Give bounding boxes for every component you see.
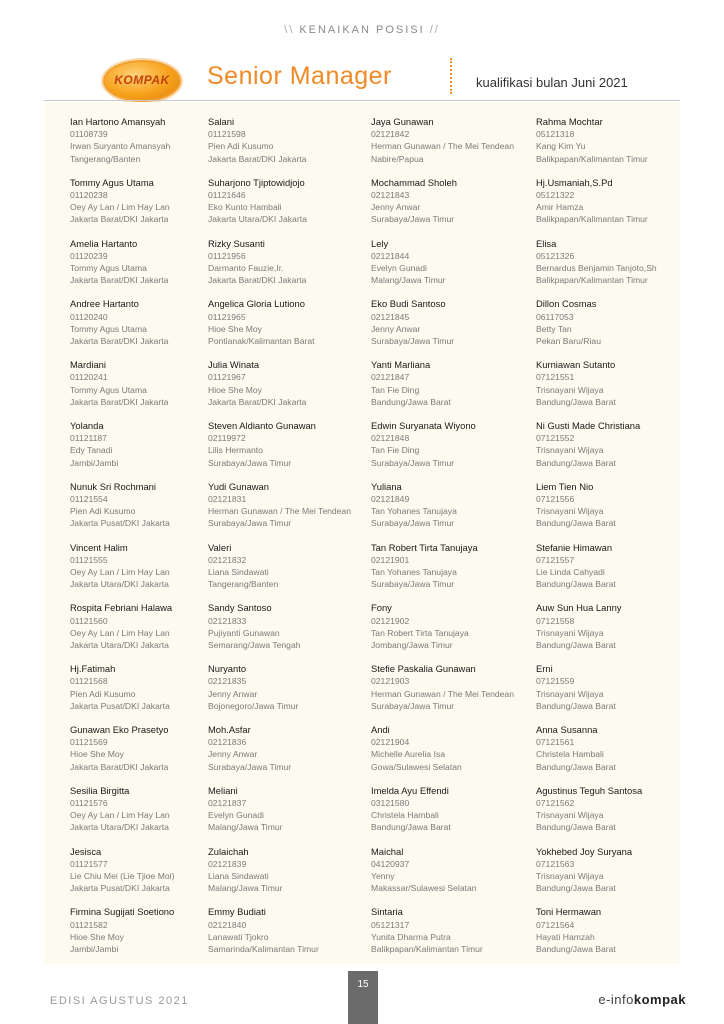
member-location: Jakarta Barat/DKI Jakarta — [70, 336, 169, 346]
member-entry — [208, 724, 368, 785]
member-sponsor: Oey Ay Lan / Lim Hay Lan — [70, 566, 170, 577]
member-entry — [536, 602, 696, 663]
member-entry — [70, 420, 230, 481]
member-sponsor: Trisnayani Wijaya — [536, 384, 604, 395]
member-location: Surabaya/Jawa Timur — [371, 518, 455, 529]
member-name: Yanti Marliana — [371, 359, 431, 371]
member-id: 02121842 — [371, 129, 410, 140]
member-location: Jakarta Utara/DKI Jakarta — [70, 639, 169, 650]
member-name: Hj.Usmaniah,S.Pd — [536, 176, 613, 188]
member-id: 01121598 — [208, 129, 246, 140]
member-id: 07121562 — [536, 797, 575, 808]
member-sponsor: Lilis Hermanto — [208, 445, 263, 456]
member-name: Liem Tien Nio — [536, 480, 594, 492]
member-sponsor: Edy Tanadi — [70, 445, 113, 456]
member-sponsor: Tan Yohanes Tanujaya — [371, 506, 457, 517]
member-entry — [371, 724, 531, 785]
member-sponsor: Yunita Dharma Putra — [371, 931, 451, 942]
member-name: Stefie Paskalia Gunawan — [371, 663, 476, 675]
member-location: Jakarta Pusat/DKI Jakarta — [70, 883, 170, 894]
member-sponsor: Kang Kim Yu — [536, 141, 586, 152]
member-sponsor: Michelle Aurelia Isa — [371, 749, 446, 760]
member-entry — [70, 663, 230, 724]
member-id: 02121840 — [208, 919, 247, 930]
member-sponsor: Lie Chiu Mei (Lie Tjioe Moi) — [70, 870, 175, 881]
member-name: Yolanda — [70, 419, 104, 431]
member-name: Mardiani — [70, 359, 106, 371]
member-id: 02121849 — [371, 493, 410, 504]
member-sponsor: Liana Sindawati — [208, 870, 269, 881]
member-location: Bandung/Jawa Barat — [536, 396, 616, 407]
member-id: 05121317 — [371, 919, 410, 930]
member-id: 02121837 — [208, 797, 247, 808]
edition-label: EDISI AGUSTUS 2021 — [50, 995, 189, 1007]
member-location: Balikpapan/Kalimantan Timur — [371, 943, 483, 954]
member-sponsor: Pujiyanti Gunawan — [208, 627, 280, 638]
member-sponsor: Jenny Anwar — [208, 688, 258, 699]
member-location: Bandung/Jawa Barat — [536, 579, 616, 590]
member-location: Balikpapan/Kalimantan Timur — [536, 153, 648, 164]
member-id: 03121580 — [371, 797, 410, 808]
member-sponsor: Tommy Agus Utama — [70, 384, 147, 395]
member-column — [208, 116, 368, 967]
member-location: Surabaya/Jawa Timur — [371, 214, 455, 225]
member-sponsor: Oey Ay Lan / Lim Hay Lan — [70, 810, 170, 821]
member-name: Imelda Ayu Effendi — [371, 784, 449, 796]
member-location: Jakarta Barat/DKI Jakarta — [208, 153, 307, 164]
member-name: Anna Susanna — [536, 723, 598, 735]
member-entry — [371, 542, 531, 603]
member-location: Bandung/Jawa Barat — [536, 518, 616, 529]
member-id: 02121845 — [371, 311, 410, 322]
member-name: Vincent Halim — [70, 541, 128, 553]
member-sponsor: Trisnayani Wijaya — [536, 810, 604, 821]
member-name: Fony — [371, 602, 392, 614]
member-sponsor: Betty Tan — [536, 323, 572, 334]
member-location: Bandung/Jawa Barat — [371, 396, 451, 407]
member-location: Malang/Jawa Timur — [371, 275, 446, 286]
member-id: 02121831 — [208, 493, 247, 504]
dotted-divider — [450, 58, 452, 94]
member-location: Malang/Jawa Timur — [208, 883, 283, 894]
member-location: Tangerang/Banten — [208, 579, 279, 590]
brand-label — [598, 992, 686, 1007]
member-sponsor: Tommy Agus Utama — [70, 263, 147, 273]
member-id: 02121901 — [371, 554, 410, 565]
member-entry — [536, 420, 696, 481]
member-id: 07121559 — [536, 676, 575, 687]
member-entry — [208, 359, 368, 420]
member-sponsor: Tan Yohanes Tanujaya — [371, 566, 457, 577]
member-entry — [371, 785, 531, 846]
member-sponsor: Trisnayani Wijaya — [536, 627, 604, 638]
member-sponsor: Tan Fie Ding — [371, 445, 420, 456]
member-sponsor: Tommy Agus Utama — [70, 323, 147, 334]
member-name: Suharjono Tjiptowidjojo — [208, 176, 305, 188]
member-id: 05121322 — [536, 190, 575, 200]
member-name: Julia Winata — [208, 359, 260, 371]
member-location: Jakarta Pusat/DKI Jakarta — [70, 518, 170, 529]
member-name: Sesilia Birgitta — [70, 784, 130, 796]
member-id: 01121965 — [208, 311, 246, 322]
member-location: Jambi/Jambi — [70, 457, 119, 468]
member-location: Balikpapan/Kalimantan Timur — [536, 275, 648, 286]
logo-text: KOMPAK — [114, 73, 170, 87]
member-location: Bandung/Jawa Barat — [536, 457, 616, 468]
member-location: Bandung/Jawa Barat — [536, 761, 616, 772]
member-sponsor: Jenny Anwar — [371, 202, 421, 213]
member-id: 01120240 — [70, 311, 108, 322]
member-name: Dillon Cosmas — [536, 298, 597, 310]
member-name: Ni Gusti Made Christiana — [536, 419, 641, 431]
member-location: Tangerang/Banten — [70, 153, 141, 164]
member-location: Surabaya/Jawa Timur — [208, 457, 292, 468]
member-location: Bandung/Jawa Barat — [536, 639, 616, 650]
member-name: Yudi Gunawan — [208, 480, 269, 492]
member-location: Jakarta Barat/DKI Jakarta — [70, 275, 169, 286]
member-id: 01121554 — [70, 493, 108, 504]
member-name: Steven Aldianto Gunawan — [208, 419, 316, 431]
member-id: 02121839 — [208, 858, 247, 869]
member-entry — [536, 846, 696, 907]
member-entry — [536, 785, 696, 846]
member-name: Edwin Suryanata Wiyono — [371, 419, 476, 431]
member-id: 01121582 — [70, 919, 108, 930]
member-location: Samarinda/Kalimantan Timur — [208, 943, 319, 954]
member-entry — [70, 238, 230, 299]
member-entry — [371, 420, 531, 481]
member-sponsor: Hayati Hamzah — [536, 931, 595, 942]
member-location: Surabaya/Jawa Timur — [371, 336, 455, 346]
member-sponsor: Hioe She Moy — [70, 749, 124, 760]
member-location: Bandung/Jawa Barat — [536, 822, 616, 833]
member-name: Erni — [536, 663, 553, 675]
member-name: Eko Budi Santoso — [371, 298, 446, 310]
member-entry — [70, 602, 230, 663]
member-entry — [208, 602, 368, 663]
member-id: 07121551 — [536, 372, 575, 383]
member-location: Jambi/Jambi — [70, 943, 119, 954]
member-id: 02121832 — [208, 554, 247, 565]
member-entry — [536, 116, 696, 177]
member-id: 02119972 — [208, 433, 246, 444]
member-id: 02121835 — [208, 676, 247, 687]
page-title: Senior Manager — [207, 62, 392, 90]
member-location: Surabaya/Jawa Timur — [371, 700, 455, 711]
member-sponsor: Liana Sindawati — [208, 566, 269, 577]
member-location: Nabire/Papua — [371, 153, 424, 164]
member-location: Bandung/Jawa Barat — [371, 822, 451, 833]
member-id: 07121556 — [536, 493, 575, 504]
member-entry — [70, 177, 230, 238]
member-sponsor: Darmanto Fauzie,Ir. — [208, 263, 284, 273]
member-sponsor: Lanawati Tjokro — [208, 931, 269, 942]
member-name: Kurniawan Sutanto — [536, 359, 616, 371]
member-entry — [208, 177, 368, 238]
member-entry — [536, 177, 696, 238]
member-location: Jakarta Pusat/DKI Jakarta — [70, 700, 170, 711]
member-id: 01121187 — [70, 433, 107, 444]
member-name: Andi — [371, 723, 390, 735]
member-entry — [70, 724, 230, 785]
member-name: Nunuk Sri Rochmani — [70, 480, 156, 492]
member-sponsor: Christela Hambali — [371, 810, 439, 821]
member-column — [371, 116, 531, 967]
member-sponsor: Hioe She Moy — [70, 931, 124, 942]
member-sponsor: Jenny Anwar — [371, 323, 421, 334]
member-name: Amelia Hartanto — [70, 237, 138, 249]
member-entry — [371, 481, 531, 542]
brand-bold: kompak — [633, 992, 686, 1007]
member-id: 04120937 — [371, 858, 410, 869]
member-location: Jakarta Barat/DKI Jakarta — [208, 396, 307, 407]
member-name: Rospita Febriani Halawa — [70, 602, 173, 614]
member-sponsor: Evelyn Gunadi — [208, 810, 264, 821]
member-name: Sintaria — [371, 906, 403, 918]
member-sponsor: Trisnayani Wijaya — [536, 445, 604, 456]
member-id: 01121646 — [208, 190, 246, 200]
member-entry — [70, 906, 230, 967]
member-sponsor: Eko Kunto Hambali — [208, 202, 282, 213]
member-id: 01121576 — [70, 797, 108, 808]
member-id: 07121563 — [536, 858, 575, 869]
member-sponsor: Bernardus Benjamin Tanjoto,Sh — [536, 263, 657, 273]
member-entry — [208, 116, 368, 177]
member-sponsor: Jenny Anwar — [208, 749, 258, 760]
member-entry — [371, 663, 531, 724]
brand-prefix: e-info — [598, 992, 634, 1007]
member-location: Surabaya/Jawa Timur — [371, 457, 455, 468]
member-location: Surabaya/Jawa Timur — [371, 579, 455, 590]
kompak-logo — [103, 60, 181, 102]
member-location: Jakarta Barat/DKI Jakarta — [70, 761, 169, 772]
member-sponsor: Oey Ay Lan / Lim Hay Lan — [70, 627, 170, 638]
member-column — [70, 116, 230, 967]
member-location: Jakarta Barat/DKI Jakarta — [70, 214, 169, 225]
member-entry — [70, 359, 230, 420]
member-entry — [371, 298, 531, 359]
member-entry — [208, 420, 368, 481]
member-name: Zulaichah — [208, 845, 249, 857]
member-location: Malang/Jawa Timur — [208, 822, 283, 833]
member-entry — [70, 542, 230, 603]
member-entry — [208, 663, 368, 724]
member-id: 02121903 — [371, 676, 410, 687]
member-entry — [208, 238, 368, 299]
member-sponsor: Pien Adi Kusumo — [70, 506, 136, 517]
member-id: 01120241 — [70, 372, 108, 383]
member-entry — [536, 906, 696, 967]
member-entry — [371, 602, 531, 663]
member-entry — [208, 481, 368, 542]
member-name: Yuliana — [371, 480, 402, 492]
member-location: Jakarta Utara/DKI Jakarta — [208, 214, 307, 225]
member-location: Bandung/Jawa Barat — [536, 883, 616, 894]
member-column — [536, 116, 696, 967]
member-location: Jombang/Jawa Timur — [371, 639, 453, 650]
qualification-period: kualifikasi bulan Juni 2021 — [476, 75, 628, 90]
member-location: Jakarta Barat/DKI Jakarta — [70, 396, 169, 407]
member-name: Sandy Santoso — [208, 602, 272, 614]
member-sponsor: Herman Gunawan / The Mei Tendean — [208, 506, 351, 517]
member-location: Makassar/Sulawesi Selatan — [371, 883, 477, 894]
member-entry — [536, 663, 696, 724]
member-location: Bandung/Jawa Barat — [536, 943, 616, 954]
member-entry — [208, 785, 368, 846]
member-entry — [536, 481, 696, 542]
member-id: 02121844 — [371, 250, 410, 261]
member-name: Rizky Susanti — [208, 237, 265, 249]
member-id: 07121564 — [536, 919, 575, 930]
member-entry — [70, 298, 230, 359]
member-sponsor: Lie Linda Cahyadi — [536, 566, 605, 577]
member-name: Jesisca — [70, 845, 102, 857]
member-name: Elisa — [536, 237, 557, 249]
member-id: 01121577 — [70, 858, 108, 869]
member-id: 02121848 — [371, 433, 410, 444]
member-sponsor: Pien Adi Kusumo — [70, 688, 136, 699]
member-sponsor: Tan Fie Ding — [371, 384, 420, 395]
section-label-text: KENAIKAN POSISI — [299, 24, 425, 36]
member-entry — [208, 846, 368, 907]
member-sponsor: Yenny — [371, 870, 395, 881]
page-number-box — [348, 971, 378, 1024]
member-id: 01120239 — [70, 250, 108, 261]
member-id: 01121569 — [70, 737, 108, 748]
member-id: 02121902 — [371, 615, 410, 626]
section-label: \\ KENAIKAN POSISI // — [284, 24, 440, 36]
member-entry — [536, 359, 696, 420]
member-entry — [371, 238, 531, 299]
member-location: Gowa/Sulawesi Selatan — [371, 761, 462, 772]
member-sponsor: Hioe She Moy — [208, 323, 262, 334]
member-sponsor: Evelyn Gunadi — [371, 263, 427, 273]
member-name: Yokhebed Joy Suryana — [536, 845, 633, 857]
member-name: Valeri — [208, 541, 232, 553]
member-entry — [536, 724, 696, 785]
member-name: Nuryanto — [208, 663, 247, 675]
member-id: 02121904 — [371, 737, 410, 748]
member-id: 02121833 — [208, 615, 247, 626]
member-location: Jakarta Barat/DKI Jakarta — [208, 275, 307, 286]
member-sponsor: Trisnayani Wijaya — [536, 870, 604, 881]
member-sponsor: Pien Adi Kusumo — [208, 141, 274, 152]
member-name: Maichal — [371, 845, 404, 857]
member-name: Gunawan Eko Prasetyo — [70, 723, 169, 735]
member-entry — [536, 238, 696, 299]
member-entry — [536, 542, 696, 603]
member-entry — [371, 177, 531, 238]
member-sponsor: Herman Gunawan / The Mei Tendean — [371, 141, 514, 152]
member-sponsor: Tan Robert Tirta Tanujaya — [371, 627, 469, 638]
member-entry — [371, 906, 531, 967]
member-entry — [208, 906, 368, 967]
member-id: 01120238 — [70, 190, 108, 200]
member-name: Salani — [208, 116, 235, 127]
member-name: Rahma Mochtar — [536, 116, 603, 127]
member-name: Emmy Budiati — [208, 906, 266, 918]
member-location: Jakarta Utara/DKI Jakarta — [70, 579, 169, 590]
member-id: 07121561 — [536, 737, 575, 748]
member-entry — [70, 481, 230, 542]
member-location: Pekan Baru/Riau — [536, 336, 601, 346]
member-name: Meliani — [208, 784, 238, 796]
member-location: Pontianak/Kalimantan Barat — [208, 336, 315, 346]
member-name: Mochammad Sholeh — [371, 176, 457, 188]
member-id: 07121552 — [536, 433, 575, 444]
member-entry — [70, 785, 230, 846]
member-entry — [208, 298, 368, 359]
member-id: 07121557 — [536, 554, 575, 565]
member-sponsor: Christela Hambali — [536, 749, 604, 760]
member-id: 01121560 — [70, 615, 108, 626]
member-sponsor: Hioe She Moy — [208, 384, 262, 395]
member-id: 01108739 — [70, 129, 108, 140]
member-name: Auw Sun Hua Lanny — [536, 602, 622, 614]
member-entry — [536, 298, 696, 359]
member-location: Semarang/Jawa Tengah — [208, 639, 301, 650]
member-id: 01121967 — [208, 372, 246, 383]
member-location: Balikpapan/Kalimantan Timur — [536, 214, 648, 225]
member-id: 07121558 — [536, 615, 575, 626]
member-id: 02121836 — [208, 737, 247, 748]
member-name: Andree Hartanto — [70, 298, 139, 310]
member-name: Moh.Asfar — [208, 723, 251, 735]
member-name: Tan Robert Tirta Tanujaya — [371, 541, 478, 553]
member-name: Stefanie Himawan — [536, 541, 613, 553]
member-location: Bandung/Jawa Barat — [536, 700, 616, 711]
member-name: Lely — [371, 237, 389, 249]
title-rule — [44, 100, 680, 101]
member-name: Tommy Agus Utama — [70, 176, 154, 188]
member-sponsor: Trisnayani Wijaya — [536, 506, 604, 517]
member-sponsor: Trisnayani Wijaya — [536, 688, 604, 699]
member-sponsor: Amir Hamza — [536, 202, 584, 213]
member-entry — [371, 846, 531, 907]
member-entry — [70, 846, 230, 907]
member-id: 05121326 — [536, 250, 575, 261]
member-name: Toni Hermawan — [536, 906, 602, 918]
member-entry — [371, 116, 531, 177]
member-name: Angelica Gloria Lutiono — [208, 298, 305, 310]
member-sponsor: Irwan Suryanto Amansyah — [70, 141, 171, 152]
member-name: Firmina Sugijati Soetiono — [70, 906, 175, 918]
member-name: Ian Hartono Amansyah — [70, 116, 166, 127]
page-number: 15 — [357, 979, 369, 990]
member-id: 02121843 — [371, 190, 410, 200]
member-entry — [70, 116, 230, 177]
member-location: Jakarta Utara/DKI Jakarta — [70, 822, 169, 833]
member-name: Agustinus Teguh Santosa — [536, 784, 643, 796]
member-id: 06117053 — [536, 311, 574, 322]
member-id: 01121555 — [70, 554, 108, 565]
member-id: 05121318 — [536, 129, 575, 140]
member-sponsor: Herman Gunawan / The Mei Tendean — [371, 688, 514, 699]
member-sponsor: Oey Ay Lan / Lim Hay Lan — [70, 202, 170, 213]
member-entry — [371, 359, 531, 420]
member-id: 02121847 — [371, 372, 410, 383]
member-location: Surabaya/Jawa Timur — [208, 518, 292, 529]
member-id: 01121568 — [70, 676, 108, 687]
member-name: Jaya Gunawan — [371, 116, 434, 127]
member-entry — [208, 542, 368, 603]
member-name: Hj.Fatimah — [70, 663, 116, 675]
member-location: Bojonegoro/Jawa Timur — [208, 700, 299, 711]
member-location: Surabaya/Jawa Timur — [208, 761, 292, 772]
member-id: 01121956 — [208, 250, 246, 261]
